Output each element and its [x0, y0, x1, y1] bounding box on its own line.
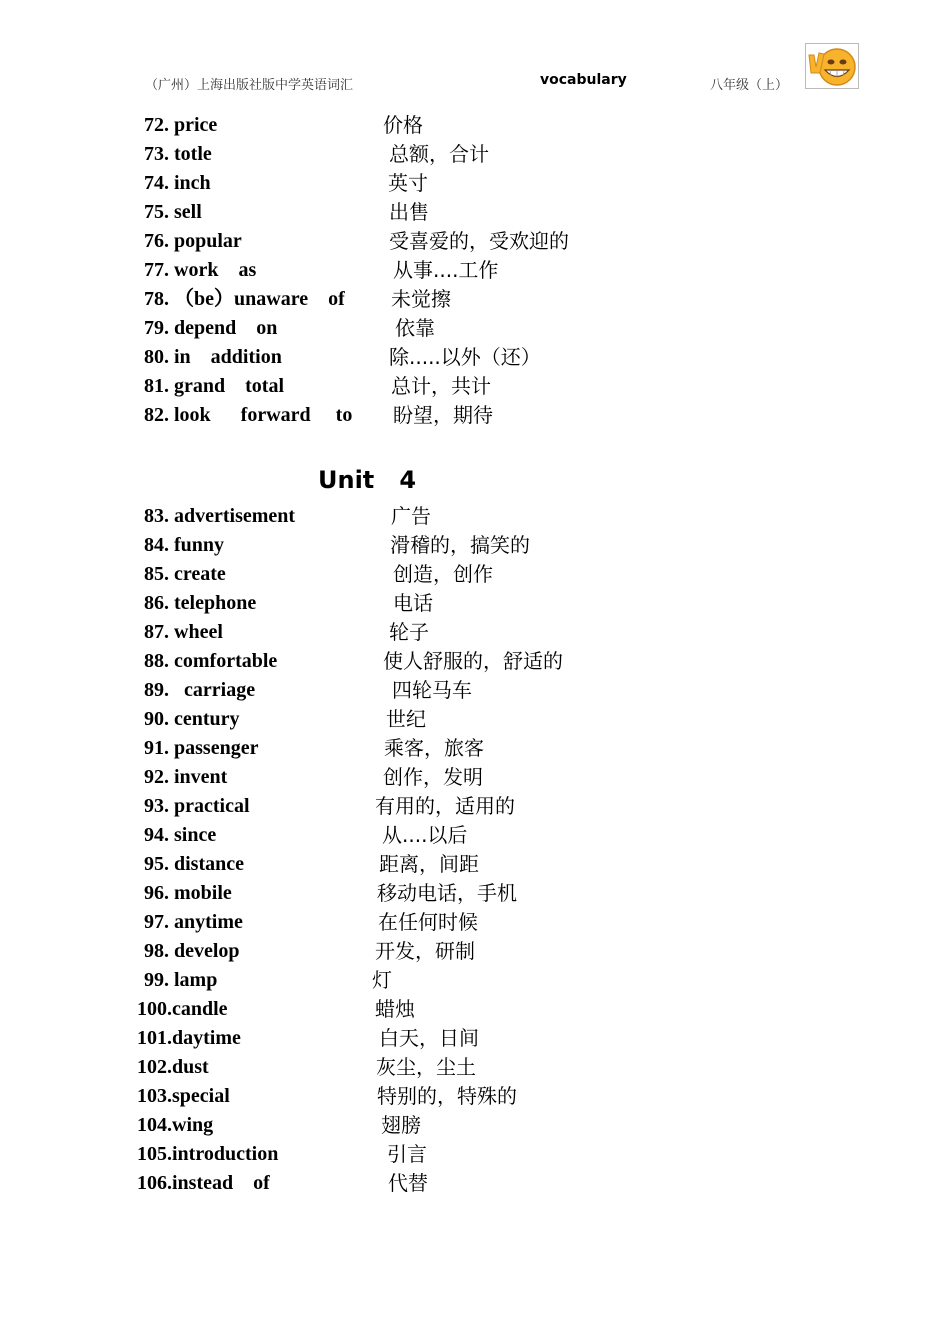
vocab-english: 104.wing — [137, 1114, 214, 1136]
vocab-english: 74. inch — [144, 172, 211, 194]
vocab-english: 75. sell — [144, 201, 202, 223]
vocab-chinese: 代替 — [388, 1171, 428, 1195]
vocab-english: 77. work as — [144, 259, 257, 281]
vocab-english: 83. advertisement — [144, 505, 296, 527]
vocab-english: 100.candle — [137, 998, 228, 1020]
vocab-chinese: 蜡烛 — [375, 997, 415, 1021]
vocab-chinese: 灯 — [372, 968, 392, 992]
header-vocabulary-label: vocabulary — [540, 72, 627, 88]
vocab-chinese: 白天，日间 — [379, 1026, 479, 1050]
unit-heading: Unit 4 — [318, 466, 417, 494]
header-book-title: （广州）上海出版社版中学英语词汇 — [145, 78, 354, 93]
vocab-english: 93. practical — [144, 795, 250, 817]
vocab-chinese: 受喜爱的，受欢迎的 — [389, 229, 569, 253]
vocab-english: 82. look forward to — [144, 404, 353, 426]
vocab-english: 87. wheel — [144, 621, 223, 643]
vocab-english: 79. depend on — [144, 317, 278, 339]
vocab-english: 103.special — [137, 1085, 230, 1107]
vocab-chinese: 在任何时候 — [378, 910, 478, 934]
vocab-chinese: 出售 — [389, 200, 429, 224]
vocab-english: 80. in addition — [144, 346, 282, 368]
vocab-english: 97. anytime — [144, 911, 243, 933]
vocab-chinese: 创作，发明 — [383, 765, 483, 789]
vocab-english: 72. price — [144, 114, 218, 136]
vocab-chinese: 价格 — [383, 113, 423, 137]
vocab-chinese: 四轮马车 — [392, 678, 472, 702]
vocab-english: 86. telephone — [144, 592, 257, 614]
vocab-english: 91. passenger — [144, 737, 259, 759]
vocab-chinese: 乘客，旅客 — [384, 736, 484, 760]
grinning-face-victory-icon — [805, 43, 859, 89]
vocab-chinese: 引言 — [387, 1142, 427, 1166]
vocab-chinese: 开发，研制 — [375, 939, 475, 963]
vocab-english: 88. comfortable — [144, 650, 278, 672]
vocab-chinese: 英寸 — [388, 171, 428, 195]
vocab-chinese: 从....以后 — [382, 823, 468, 847]
vocab-chinese: 总额，合计 — [389, 142, 489, 166]
vocab-chinese: 使人舒服的，舒适的 — [383, 649, 563, 673]
vocab-chinese: 有用的，适用的 — [375, 794, 515, 818]
header-grade-label: 八年级（上） — [710, 78, 789, 93]
vocab-english: 99. lamp — [144, 969, 218, 991]
vocab-chinese: 特别的，特殊的 — [377, 1084, 517, 1108]
vocab-english: 95. distance — [144, 853, 244, 875]
vocab-english: 106.instead of — [137, 1172, 270, 1194]
vocab-chinese: 广告 — [391, 504, 431, 528]
vocab-chinese: 世纪 — [386, 707, 426, 731]
vocab-chinese: 未觉擦 — [391, 287, 451, 311]
vocab-chinese: 创造，创作 — [393, 562, 493, 586]
vocab-chinese: 总计，共计 — [391, 374, 491, 398]
vocab-english: 96. mobile — [144, 882, 232, 904]
vocab-english: 81. grand total — [144, 375, 284, 397]
vocab-chinese: 滑稽的，搞笑的 — [390, 533, 530, 557]
vocab-english: 101.daytime — [137, 1027, 241, 1049]
vocab-english: 92. invent — [144, 766, 228, 788]
vocab-chinese: 轮子 — [389, 620, 429, 644]
vocab-english: 105.introduction — [137, 1143, 279, 1165]
vocab-chinese: 灰尘，尘土 — [376, 1055, 476, 1079]
vocab-english: 102.dust — [137, 1056, 209, 1078]
vocab-chinese: 距离，间距 — [379, 852, 479, 876]
vocab-english: 78. （be）unaware of — [144, 288, 345, 310]
vocab-english: 89. carriage — [144, 679, 256, 701]
vocab-english: 98. develop — [144, 940, 240, 962]
vocab-english: 76. popular — [144, 230, 242, 252]
vocab-english: 84. funny — [144, 534, 225, 556]
vocab-chinese: 除.....以外（还） — [389, 345, 541, 369]
vocab-english: 73. totle — [144, 143, 212, 165]
vocab-chinese: 盼望，期待 — [393, 403, 493, 427]
vocab-english: 85. create — [144, 563, 226, 585]
vocab-chinese: 翅膀 — [381, 1113, 421, 1137]
vocab-english: 90. century — [144, 708, 240, 730]
vocab-chinese: 电话 — [393, 591, 433, 615]
vocab-chinese: 依靠 — [395, 316, 435, 340]
vocab-chinese: 移动电话，手机 — [377, 881, 517, 905]
vocab-english: 94. since — [144, 824, 217, 846]
vocab-chinese: 从事....工作 — [393, 258, 499, 282]
